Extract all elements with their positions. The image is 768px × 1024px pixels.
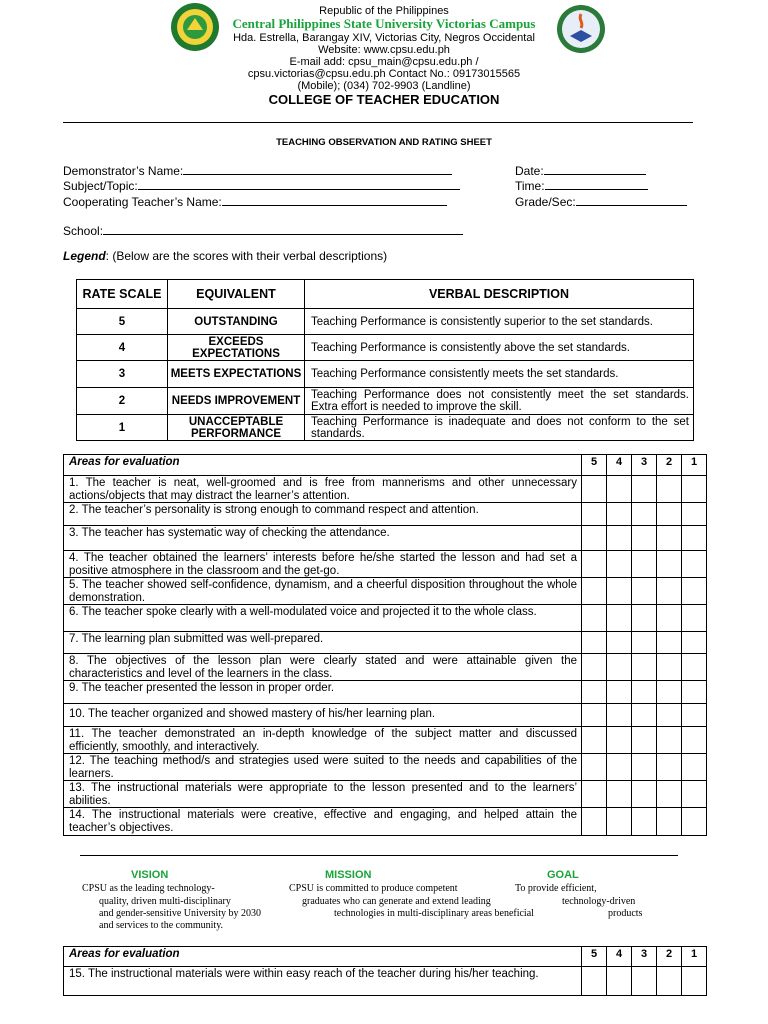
score-cell-5[interactable] xyxy=(582,681,607,704)
score-cell-2[interactable] xyxy=(657,476,682,503)
legend-line xyxy=(63,249,387,263)
evaluation-row xyxy=(64,967,707,996)
score-cell-3[interactable] xyxy=(632,503,657,526)
college-title: COLLEGE OF TEACHER EDUCATION xyxy=(268,92,500,107)
score-cell-3[interactable] xyxy=(632,681,657,704)
rate-scale-header: RATE SCALE xyxy=(77,280,168,309)
score-cell-1[interactable] xyxy=(682,632,707,654)
score-cell-2[interactable] xyxy=(657,754,682,781)
score-cell-3[interactable] xyxy=(632,476,657,503)
score-cell-5[interactable] xyxy=(582,551,607,578)
score-cell-4[interactable] xyxy=(607,605,632,632)
score-cell-5[interactable] xyxy=(582,578,607,605)
score-cell-2[interactable] xyxy=(657,808,682,836)
mission-text-line: technologies in multi-disciplinary areas beneficial xyxy=(334,908,534,919)
score-cell-5[interactable] xyxy=(582,632,607,654)
score-header: 2 xyxy=(657,947,682,967)
footer-divider xyxy=(80,855,678,856)
equivalent-value: NEEDS IMPROVEMENT xyxy=(168,388,305,415)
criterion-text: 11. The teacher demonstrated an in-depth knowledge of the subject matter and discussed efficiently, smoothly, and interactively. xyxy=(64,727,582,754)
criterion-text: 14. The instructional materials were creative, effective and engaging, and helped attain the teacher’s objectives. xyxy=(64,808,582,836)
score-cell-4[interactable] xyxy=(607,727,632,754)
school-field[interactable] xyxy=(63,223,463,238)
date-label: Date: xyxy=(515,164,544,178)
score-cell-4[interactable] xyxy=(607,704,632,727)
evaluation-row xyxy=(64,704,707,727)
score-cell-5[interactable] xyxy=(582,503,607,526)
equivalent-value: UNACCEPTABLE PERFORMANCE xyxy=(168,415,305,441)
evaluation-row xyxy=(64,605,707,632)
score-header: 5 xyxy=(582,947,607,967)
score-cell-1[interactable] xyxy=(682,605,707,632)
criterion-text: 7. The learning plan submitted was well-prepared. xyxy=(64,632,582,654)
evaluation-row xyxy=(64,681,707,704)
equivalent-value: OUTSTANDING xyxy=(168,309,305,335)
score-cell-2[interactable] xyxy=(657,503,682,526)
legend-row xyxy=(77,415,694,441)
criterion-text: 10. The teacher organized and showed mastery of his/her learning plan. xyxy=(64,704,582,727)
demonstrator-blank[interactable] xyxy=(183,163,452,175)
score-cell-2[interactable] xyxy=(657,578,682,605)
grade-label: Grade/Sec: xyxy=(515,195,576,209)
time-blank[interactable] xyxy=(545,178,648,190)
goal-text-line: To provide efficient, xyxy=(515,883,597,894)
score-cell-3[interactable] xyxy=(632,578,657,605)
legend-row xyxy=(77,309,694,335)
score-header: 1 xyxy=(682,455,707,476)
cooperating-blank[interactable] xyxy=(222,194,447,206)
score-cell-4[interactable] xyxy=(607,681,632,704)
address-text: Hda. Estrella, Barangay XIV, Victorias City, Negros Occidental xyxy=(233,32,535,44)
score-cell-2[interactable] xyxy=(657,681,682,704)
score-header: 3 xyxy=(632,947,657,967)
goal-text-line: technology-driven xyxy=(562,896,636,907)
grade-field[interactable] xyxy=(515,194,687,209)
areas-header: Areas for evaluation xyxy=(64,455,582,476)
evaluation-table xyxy=(63,454,707,836)
score-header: 5 xyxy=(582,455,607,476)
score-cell-2[interactable] xyxy=(657,654,682,681)
score-cell-3[interactable] xyxy=(632,526,657,551)
score-cell-1[interactable] xyxy=(682,551,707,578)
criterion-text: 6. The teacher spoke clearly with a well-modulated voice and projected it to the whole class. xyxy=(64,605,582,632)
criterion-text: 13. The instructional materials were appropriate to the lesson presented and to the learners’ abilities. xyxy=(64,781,582,808)
score-header: 4 xyxy=(607,455,632,476)
score-cell-4[interactable] xyxy=(607,654,632,681)
score-cell-1[interactable] xyxy=(682,754,707,781)
time-label: Time: xyxy=(515,179,545,193)
score-cell-3[interactable] xyxy=(632,551,657,578)
mission-text-line: graduates who can generate and extend leading xyxy=(302,896,491,907)
score-cell-5[interactable] xyxy=(582,605,607,632)
score-cell-4[interactable] xyxy=(607,503,632,526)
score-cell-5[interactable] xyxy=(582,754,607,781)
vision-text-line: quality, driven multi-disciplinary xyxy=(99,896,231,907)
score-cell-4[interactable] xyxy=(607,526,632,551)
evaluation-table-continued xyxy=(63,946,707,996)
demonstrator-label: Demonstrator’s Name: xyxy=(63,164,184,178)
score-cell-4[interactable] xyxy=(607,632,632,654)
score-cell-3[interactable] xyxy=(632,632,657,654)
score-cell-4[interactable] xyxy=(607,578,632,605)
score-cell-2[interactable] xyxy=(657,967,682,996)
legend-text: : (Below are the scores with their verbal descriptions) xyxy=(105,249,388,263)
rate-value: 2 xyxy=(77,388,168,415)
phone-text: (Mobile); (034) 702-9903 (Landline) xyxy=(297,80,471,92)
score-cell-4[interactable] xyxy=(607,754,632,781)
score-cell-1[interactable] xyxy=(682,476,707,503)
score-cell-3[interactable] xyxy=(632,781,657,808)
criterion-text: 3. The teacher has systematic way of checking the attendance. xyxy=(64,526,582,551)
score-cell-4[interactable] xyxy=(607,781,632,808)
score-cell-3[interactable] xyxy=(632,704,657,727)
evaluation-row xyxy=(64,654,707,681)
score-cell-5[interactable] xyxy=(582,781,607,808)
evaluation-header-row xyxy=(64,947,707,967)
description-value: Teaching Performance does not consistently meet the set standards. Extra effort is needed to improve the skill. xyxy=(305,388,694,415)
time-field[interactable] xyxy=(515,178,648,193)
evaluation-row xyxy=(64,727,707,754)
score-cell-2[interactable] xyxy=(657,605,682,632)
equivalent-header: EQUIVALENT xyxy=(168,280,305,309)
score-cell-2[interactable] xyxy=(657,551,682,578)
school-blank[interactable] xyxy=(103,223,463,235)
description-value: Teaching Performance is consistently superior to the set standards. xyxy=(305,309,694,335)
date-field[interactable] xyxy=(515,163,646,178)
score-cell-4[interactable] xyxy=(607,808,632,836)
score-cell-1[interactable] xyxy=(682,654,707,681)
goal-text-line: products xyxy=(608,908,643,919)
header-divider xyxy=(63,122,693,123)
goal-title: GOAL xyxy=(547,869,579,881)
school-label: School: xyxy=(63,224,104,238)
mission-text-line: CPSU is committed to produce competent xyxy=(289,883,458,894)
criterion-text: 1. The teacher is neat, well-groomed and is free from mannerisms and other unnecessary actions/objects that may distract the learner’s attention. xyxy=(64,476,582,503)
rate-value: 1 xyxy=(77,415,168,441)
score-cell-1[interactable] xyxy=(682,681,707,704)
legend-row xyxy=(77,335,694,361)
score-cell-3[interactable] xyxy=(632,967,657,996)
score-cell-2[interactable] xyxy=(657,727,682,754)
score-cell-3[interactable] xyxy=(632,727,657,754)
cooperating-label: Cooperating Teacher’s Name: xyxy=(63,195,222,209)
legend-label: Legend xyxy=(63,249,106,263)
mission-title: MISSION xyxy=(325,869,372,881)
score-cell-4[interactable] xyxy=(607,476,632,503)
vision-title: VISION xyxy=(131,869,169,881)
criterion-text: 9. The teacher presented the lesson in proper order. xyxy=(64,681,582,704)
score-cell-1[interactable] xyxy=(682,727,707,754)
score-cell-1[interactable] xyxy=(682,503,707,526)
score-header: 4 xyxy=(607,947,632,967)
vision-text-line: CPSU as the leading technology- xyxy=(82,883,215,894)
score-cell-2[interactable] xyxy=(657,632,682,654)
score-cell-1[interactable] xyxy=(682,781,707,808)
score-cell-2[interactable] xyxy=(657,704,682,727)
score-cell-2[interactable] xyxy=(657,781,682,808)
criterion-text: 8. The objectives of the lesson plan were clearly stated and were attainable given the characteristics and level of the learners in the class. xyxy=(64,654,582,681)
email-line-1: E-mail add: cpsu_main@cpsu.edu.ph / xyxy=(289,56,479,68)
score-cell-3[interactable] xyxy=(632,605,657,632)
description-value: Teaching Performance is consistently above the set standards. xyxy=(305,335,694,361)
score-cell-1[interactable] xyxy=(682,704,707,727)
evaluation-row xyxy=(64,551,707,578)
score-cell-5[interactable] xyxy=(582,967,607,996)
rate-value: 4 xyxy=(77,335,168,361)
areas-header: Areas for evaluation xyxy=(64,947,582,967)
rate-value: 3 xyxy=(77,361,168,388)
criterion-text: 2. The teacher’s personality is strong enough to command respect and attention. xyxy=(64,503,582,526)
legend-row xyxy=(77,388,694,415)
evaluation-row xyxy=(64,476,707,503)
evaluation-row xyxy=(64,808,707,836)
description-value: Teaching Performance consistently meets the set standards. xyxy=(305,361,694,388)
criterion-text: 12. The teaching method/s and strategies used were suited to the needs and capabilities of the learners. xyxy=(64,754,582,781)
university-name: Central Philippines State University Victorias Campus xyxy=(232,16,536,31)
equivalent-value: MEETS EXPECTATIONS xyxy=(168,361,305,388)
score-cell-3[interactable] xyxy=(632,808,657,836)
evaluation-row xyxy=(64,781,707,808)
vision-text-line: and gender-sensitive University by 2030 xyxy=(99,908,261,919)
score-header: 2 xyxy=(657,455,682,476)
score-header: 3 xyxy=(632,455,657,476)
score-cell-5[interactable] xyxy=(582,526,607,551)
email-line-2: cpsu.victorias@cpsu.edu.ph Contact No.: 09173015565 xyxy=(247,68,521,80)
criterion-text: 5. The teacher showed self-confidence, dynamism, and a cheerful disposition throughout the whole demonstration. xyxy=(64,578,582,605)
verbal-description-header: VERBAL DESCRIPTION xyxy=(305,280,694,309)
legend-header-row xyxy=(77,280,694,309)
subject-field[interactable] xyxy=(63,178,460,193)
demonstrator-field[interactable] xyxy=(63,163,452,178)
criterion-text: 4. The teacher obtained the learners’ interests before he/she started the lesson and had set a positive atmosphere in the classroom and the get-go. xyxy=(64,551,582,578)
equivalent-value: EXCEEDS EXPECTATIONS xyxy=(168,335,305,361)
vision-text-line: and services to the community. xyxy=(99,920,224,931)
evaluation-row xyxy=(64,632,707,654)
score-cell-3[interactable] xyxy=(632,654,657,681)
evaluation-row xyxy=(64,578,707,605)
score-cell-1[interactable] xyxy=(682,808,707,836)
score-cell-2[interactable] xyxy=(657,526,682,551)
evaluation-header-row xyxy=(64,455,707,476)
score-cell-1[interactable] xyxy=(682,967,707,996)
subject-blank[interactable] xyxy=(138,178,460,190)
score-cell-5[interactable] xyxy=(582,654,607,681)
evaluation-row xyxy=(64,754,707,781)
date-blank[interactable] xyxy=(544,163,646,175)
sheet-title: TEACHING OBSERVATION AND RATING SHEET xyxy=(276,137,492,148)
score-cell-4[interactable] xyxy=(607,551,632,578)
subject-label: Subject/Topic: xyxy=(63,179,138,193)
score-cell-5[interactable] xyxy=(582,727,607,754)
website-text: Website: www.cpsu.edu.ph xyxy=(318,44,450,56)
evaluation-row xyxy=(64,503,707,526)
score-cell-5[interactable] xyxy=(582,476,607,503)
score-cell-5[interactable] xyxy=(582,704,607,727)
score-header: 1 xyxy=(682,947,707,967)
republic-text: Republic of the Philippines xyxy=(319,5,449,17)
description-value: Teaching Performance is inadequate and does not conform to the set standards. xyxy=(305,415,694,441)
rate-value: 5 xyxy=(77,309,168,335)
evaluation-row xyxy=(64,526,707,551)
score-cell-3[interactable] xyxy=(632,754,657,781)
legend-row xyxy=(77,361,694,388)
score-cell-1[interactable] xyxy=(682,578,707,605)
score-cell-4[interactable] xyxy=(607,967,632,996)
cooperating-field[interactable] xyxy=(63,194,447,209)
score-cell-5[interactable] xyxy=(582,808,607,836)
legend-table xyxy=(76,279,694,441)
criterion-text: 15. The instructional materials were within easy reach of the teacher during his/her teaching. xyxy=(64,967,582,996)
score-cell-1[interactable] xyxy=(682,526,707,551)
grade-blank[interactable] xyxy=(576,194,687,206)
